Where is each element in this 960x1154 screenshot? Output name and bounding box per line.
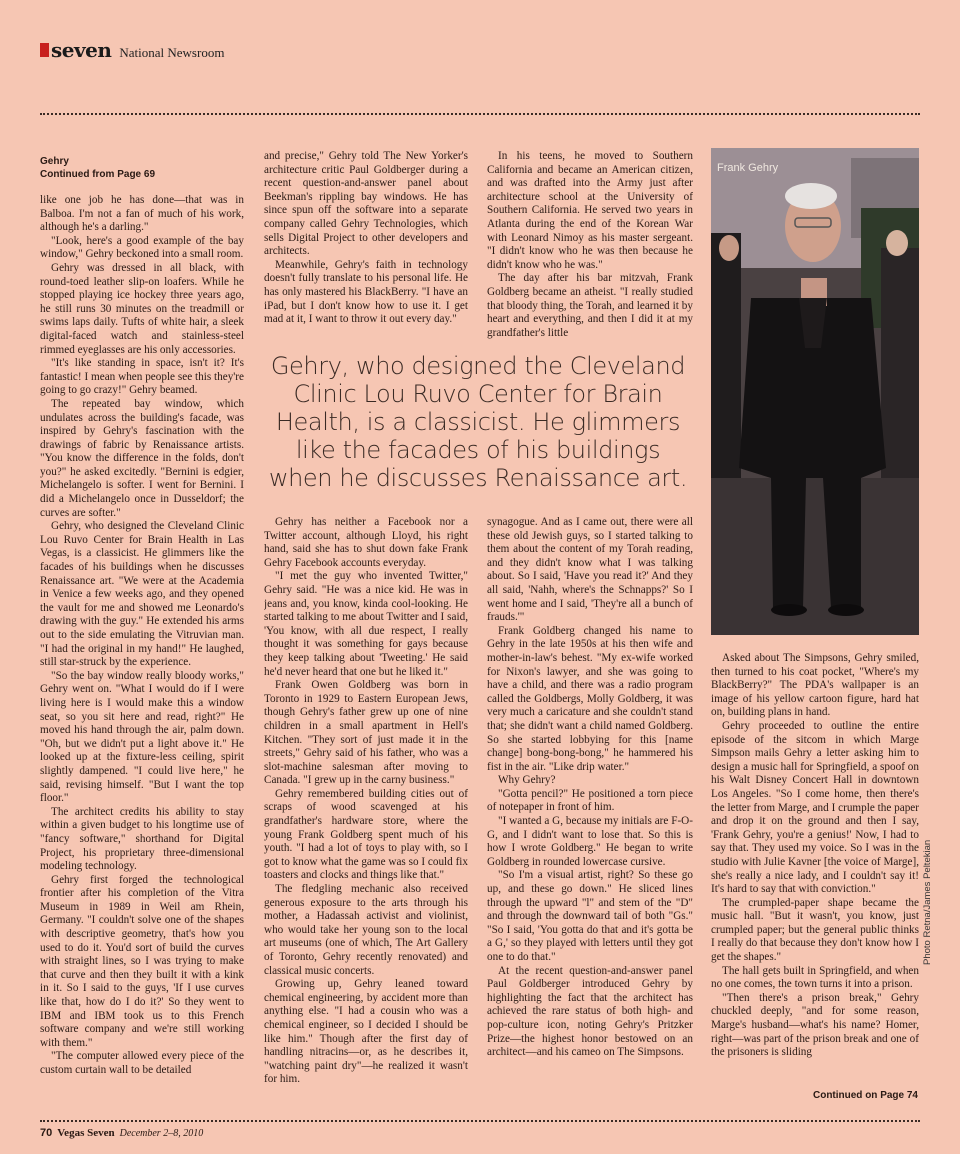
issue-date: December 2–8, 2010 [119,1128,204,1139]
paragraph: Gehry proceeded to outline the entire episode of the sitcom in which Marge Simpson mails Gehry a letter asking him to design a music hall for Springfield, a spoof on his Walt Disney Concert Hall in downtown Los Angeles. "So I come home, then there's the letter from Marge, and I crumple the paper and drop it on the ground and then I say, 'Frank Gehry, you're a genius!' Now, I had to say that. They used my voice. So I was in the studio with Julie Kavner [the voice of Marge], she's really a nice lady, and I couldn't say it! It's hard to say that with conviction." [711,719,919,896]
column-1-body [40,194,244,1078]
paragraph: "Gotta pencil?" He positioned a torn piece of notepaper in front of him. [487,787,693,814]
page-number: 70 [40,1127,53,1139]
paragraph: Growing up, Gehry leaned toward chemical engineering, by accident more than anything else. "I had a cousin who was a chemical engineer, so I decided I should be like him." Though after the first day of handling nitracins—or, as he describes it, "watching paint dry"—he realized it wasn't for him. [264,978,468,1086]
section-name: National Newsroom [119,45,225,60]
paragraph: "Then there's a prison break," Gehry chuckled deeply, "and for some reason, Marge's husband—what's his name? Homer, right—was part of the prison break and one of the prisoners is sliding [711,991,919,1059]
bottom-divider [40,1120,920,1122]
story-kicker: Gehry [40,156,69,167]
paragraph: The architect credits his ability to stay within a given budget to his longtime use of "fancy software," shorthand for Digital Project, his proprietary three-dimensional modeling technology. [40,805,244,873]
column-2-top [264,150,468,340]
column-3-top [487,150,693,340]
top-divider [40,113,920,115]
paragraph: Frank Owen Goldberg was born in Toronto in 1929 to Eastern European Jews, though Gehry's father grew up one of nine children in a small apartment in Hell's Kitchen. "They sort of just made it in the streets," Gehry said of his father, who was a slot-machine salesman after moving to Canada. "I grew up in the carny business." [264,679,468,787]
portrait-illustration [711,148,919,635]
logo-mark [40,43,49,57]
continued-on: Continued on Page 74 [812,1090,918,1101]
photo-caption: Frank Gehry [717,162,779,174]
column-4 [711,652,919,1088]
photo-credit: Photo Retna/James Peltekian [922,839,933,965]
column-3-bottom [487,516,693,1106]
paragraph: Frank Goldberg changed his name to Gehry in the late 1950s at his then wife and mother-in-law's behest. "My ex-wife worked for Nixon's lawyer, and she was going to have a child, and there was a radio program called the Goldbergs, Molly Goldberg, it was very much a caricature and she couldn't stand that; she didn't want a child named Goldberg. So she started lobbying for this [name change] bong-bong-bong," he hammered his fist in the air. "Like drip water." [487,624,693,773]
portrait-photo [711,148,919,635]
paragraph: The fledgling mechanic also received generous exposure to the arts through his mother, a Hadassah activist and violinist, who would take her young son to the local art museums (one of which, The Art Gallery of Toronto, Gehry recently renovated) and classical music concerts. [264,883,468,977]
paragraph: "So I'm a visual artist, right? So these go up, and these go down." He sliced lines through the upward "l" and stem of the "D" and through the downward tail of both "Gs." "So I said, 'You gotta do that and it's gotta be a G,' so they played with letters until they got one to do that." [487,869,693,963]
paragraph: "I met the guy who invented Twitter," Gehry said. "He was a nice kid. He was in jeans and, you know, kinda cool-looking. He started talking to me about Twitter and I said, 'You know, with all due respect, I really thought it was something for gays because they keep talking about 'Tweeting.' He said he'd never heard that one but he liked it." [264,570,468,678]
paragraph: Gehry, who designed the Cleveland Clinic Lou Ruvo Center for Brain Health in Las Vegas, is a classicist. He glimmers like the facades of his buildings when he discusses Renaissance art. "We were at the Academia in Venice a few weeks ago, and they opened the vault for me and showed me Leonardo's drawing with the guy." He extended his arms out to the side emulating the Vitruvian man. "I had the original in my hand!" He laughed, still star-struck by the experience. [40,520,244,669]
paragraph: "Look, here's a good example of the bay window," Gehry beckoned into a small room. [40,234,244,261]
paragraph: Gehry first forged the technological frontier after his completion of the Vitra Museum in 1989 in Weil am Rhein, Germany. "I couldn't solve one of the shapes with descriptive geometry, that's how you used to do it. You'd sort of build the curves with straight lines, so I was trying to make that curve and then they built it with a kink in it. So I said to the guys, 'If I use curves like that, how do I do it?' So they went to IBM and IBM took us to this French software company and we're still working with them." [40,873,244,1049]
column-2-bottom [264,516,468,1106]
paragraph: like one job he has done—that was in Balboa. I'm not a fan of much of his work, although he's a darling." [40,194,244,234]
paragraph: "The computer allowed every piece of the custom curtain wall to be detailed [40,1050,244,1076]
paragraph: synagogue. And as I came out, there were all these old Jewish guys, so I started talking to them about the content of my Torah reading, and they didn't know what I was talking about. So I said, 'Have you read it?' And they all said, 'Nahh, where's the Schnapps?' So I went home and I said, 'They're all a bunch of frauds.'" [487,516,693,624]
logo-seven: seven [51,38,112,62]
paragraph: Gehry was dressed in all black, with round-toed leather slip-on loafers. While he stopped playing ice hockey three years ago, he still runs 30 minutes on the treadmill or swims laps daily. Tufts of white hair, a sleek digital-faced watch and stainless-steel rimmed eyeglasses are his only accessories. [40,261,244,356]
paragraph: Asked about The Simpsons, Gehry smiled, then turned to his coat pocket, "Where's my BlackBerry?" The PDA's wallpaper is an image of his yellow cartoon figure, hard hat on, building plans in hand. [711,652,919,719]
paragraph: Gehry remembered building cities out of scraps of wood scavenged at his grandfather's hardware store, where the young Frank Goldberg spent much of his youth. "I had a lot of toys to play with, so I got to know what the game was so I could fix toasters and clocks and things like that." [264,787,468,882]
publication-name: Vegas Seven [57,1127,115,1139]
paragraph: "I wanted a G, because my initials are F-O-G, and I didn't want to lose that. So this is how I wrote Goldberg." He began to write Goldberg in rounded lowercase cursive. [487,815,693,868]
paragraph: "It's like standing in space, isn't it? It's fantastic! I mean when people see this they're going to go crazy!" Gehry beamed. [40,357,244,397]
column-1 [40,155,244,1105]
paragraph: The day after his bar mitzvah, Frank Goldberg became an atheist. "I really studied that bloody thing, the Torah, and learned it by heart and everything, and then I did it at my grandfather's little [487,272,693,339]
paragraph: The crumpled-paper shape became the music hall. "But it wasn't, you know, just crumpled paper; but the general public thinks I really do that because they don't know how I get the shapes." [711,896,919,964]
page-footer [40,1127,203,1139]
continued-from: Continued from Page 69 [40,169,156,180]
paragraph: Meanwhile, Gehry's faith in technology doesn't fully translate to his personal life. He has only mastered his BlackBerry. "I have an iPad, but I don't know how to use it. I get mad at it, I want to throw it out every day." [264,258,468,326]
pull-quote: Gehry, who designed the Cleveland Clinic Lou Ruvo Center for Brain Health, is a classicist. He glimmers like the facades of his buildings when he discusses Renaissance art. [268,352,688,492]
paragraph: "So the bay window really bloody works," Gehry went on. "What I would do if I were living here is I would make this a window seat, so you sit here and read, right?" He moved his hand through the air, palm down. "Oh, but we didn't put a light above it." He looked up at the fixture-less ceiling, spirit slightly dampened. "I could live here," he said, revising himself. "But I want the top floor." [40,669,244,805]
paragraph: The hall gets built in Springfield, and when no one comes, the town turns it into a prison. [711,964,919,991]
paragraph: In his teens, he moved to Southern California and became an American citizen, and was drafted into the Army just after architecture school at the University of Southern California. He served two years in Atlanta during the end of the Korean War with Leonard Nimoy as his master sergeant. "I didn't know who he was then because he didn't know who he was." [487,150,693,271]
paragraph: The repeated bay window, which undulates across the building's facade, was inspired by Gehry's fascination with the drawings of fabric by Renaissance artists. "You know the difference in the folds, don't you?" he asked excitedly. "Bernini is edgier, Michelangelo is softer. I went for Bernini. I did a Michelangelo once in Dusseldorf; the curves are softer." [40,397,244,519]
paragraph: At the recent question-and-answer panel Paul Goldberger introduced Gehry by highlighting the fact that the architect has achieved the rare status of both high- and pop-culture icon, noting Gehry's Pritzker Prize—the highest honor bestowed on an architect—and his cameo on The Simpsons. [487,964,693,1059]
masthead [40,38,224,62]
paragraph: Why Gehry? [498,774,556,787]
paragraph: and precise," Gehry told The New Yorker's architecture critic Paul Goldberger during a recent question-and-answer panel about Beekman's rippling bay windows. He has since spun off the software into a separate company called Gehry Technologies, which sells Digital Project to other developers and architects. [264,150,468,258]
paragraph: Gehry has neither a Facebook nor a Twitter account, although Lloyd, his right hand, said she has to shut down fake Frank Gehry Facebook accounts everyday. [264,516,468,569]
